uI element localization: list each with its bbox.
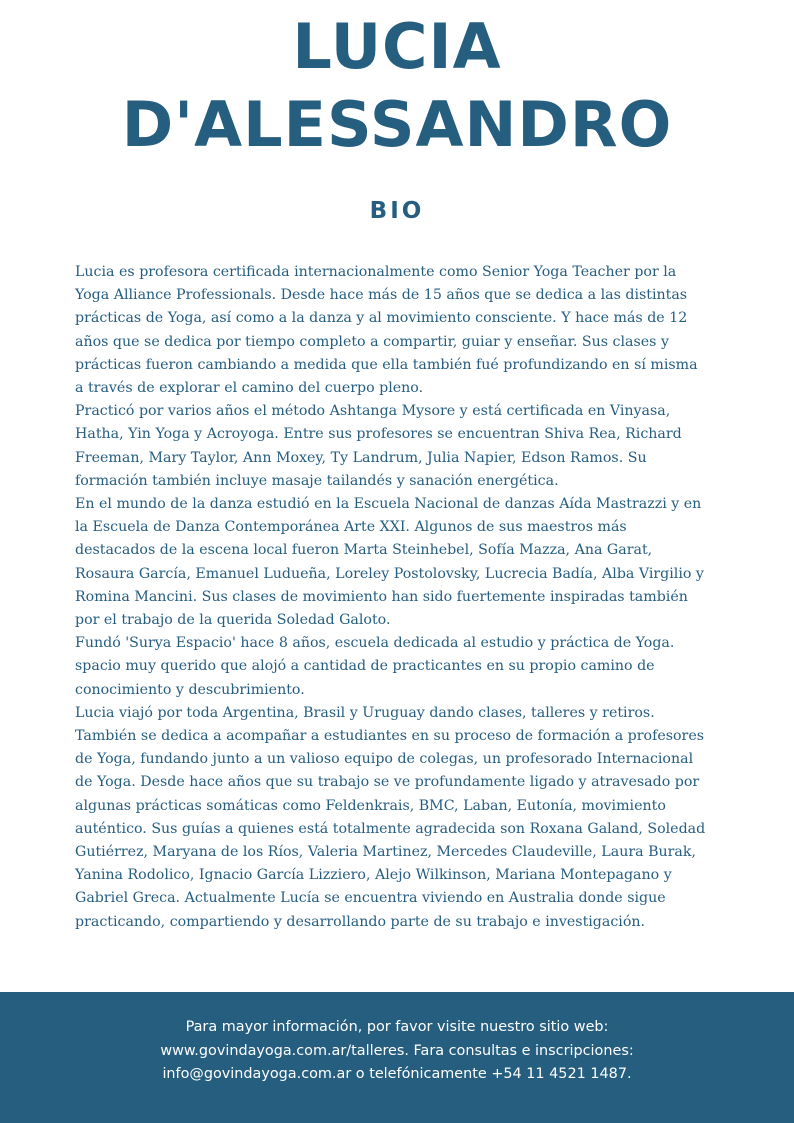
page-title (0, 8, 794, 164)
bio-heading: BIO (369, 198, 425, 224)
title-last-name: D'ALESSANDRO (121, 88, 673, 161)
footer-contact-band (0, 992, 794, 1123)
footer-line-url: www.govindayoga.com.ar/talleres. Fara consultas e inscripciones: (160, 1042, 634, 1059)
footer-line-website: Para mayor información, por favor visite nuestro sitio web: (185, 1019, 609, 1035)
bio-paragraph-surya-espacio: Fundó 'Surya Espacio' hace 8 años, escuela dedicada al estudio y práctica de Yoga. spacio muy querido que alojó a cantidad de practicantes en su propio camino de conocimiento y descubrimiento. (75, 635, 675, 698)
bio-paragraph-yoga-training: Practicó por varios años el método Ashtanga Mysore y está certificada en Vinyasa, Hatha, Yin Yoga y Acroyoga. Entre sus profesores se encuentran Shiva Rea, Richard Freeman, Mary Taylor, Ann Moxey, Ty Landrum, Julia Napier, Edson Ramos. Su formación también incluye masaje tailandés y sanación energética. (75, 403, 682, 489)
bio-body (75, 261, 707, 934)
bio-paragraph-dance: En el mundo de la danza estudió en la Escuela Nacional de danzas Aída Mastrazzi y en la Escuela de Danza Contemporánea Arte XXI. Algunos de sus maestros más destacados de la escena local fueron Marta Steinhebel, Sofía Mazza, Ana Garat, Rosaura García, Emanuel Ludueña, Loreley Postolovsky, Lucrecia Badía, Alba Virgilio y Romina Mancini. Sus clases de movimiento han sido fuertemente inspiradas también por el trabajo de la querida Soledad Galoto. (75, 496, 704, 629)
title-first-name: LUCIA (292, 10, 502, 83)
footer-contact-text (30, 1016, 764, 1087)
bio-paragraph-intro: Lucia es profesora certificada internacionalmente como Senior Yoga Teacher por la Yoga Alliance Professionals. Desde hace más de 15 años que se dedica a las distintas prácticas de Yoga, así como a la danza y al movimiento consciente. Y hace más de 12 años que se dedica por tiempo completo a compartir, guiar y enseñar. Sus clases y prácticas fueron cambiando a medida que ella también fué profundizando en sí misma a través de explorar el camino del cuerpo pleno. (75, 264, 698, 397)
footer-line-email-phone: info@govindayoga.com.ar o telefónicamente +54 11 4521 1487. (162, 1066, 632, 1082)
bio-paragraph-teaching: Lucia viajó por toda Argentina, Brasil y Uruguay dando clases, talleres y retiros. También se dedica a acompañar a estudiantes en su proceso de formación a profesores de Yoga, fundando junto a un valioso equipo de colegas, un profesorado Internacional de Yoga. Desde hace años que su trabajo se ve profundamente ligado y atravesado por algunas prácticas somáticas como Feldenkrais, BMC, Laban, Eutonía, movimiento auténtico. Sus guías a quienes está totalmente agradecida son Roxana Galand, Soledad Gutiérrez, Maryana de los Ríos, Valeria Martinez, Mercedes Claudeville, Laura Burak, Yanina Rodolico, Ignacio García Lizziero, Alejo Wilkinson, Mariana Montepagano y Gabriel Greca. Actualmente Lucía se encuentra viviendo en Australia donde sigue practicando, compartiendo y desarrollando parte de su trabajo e investigación. (75, 704, 706, 930)
